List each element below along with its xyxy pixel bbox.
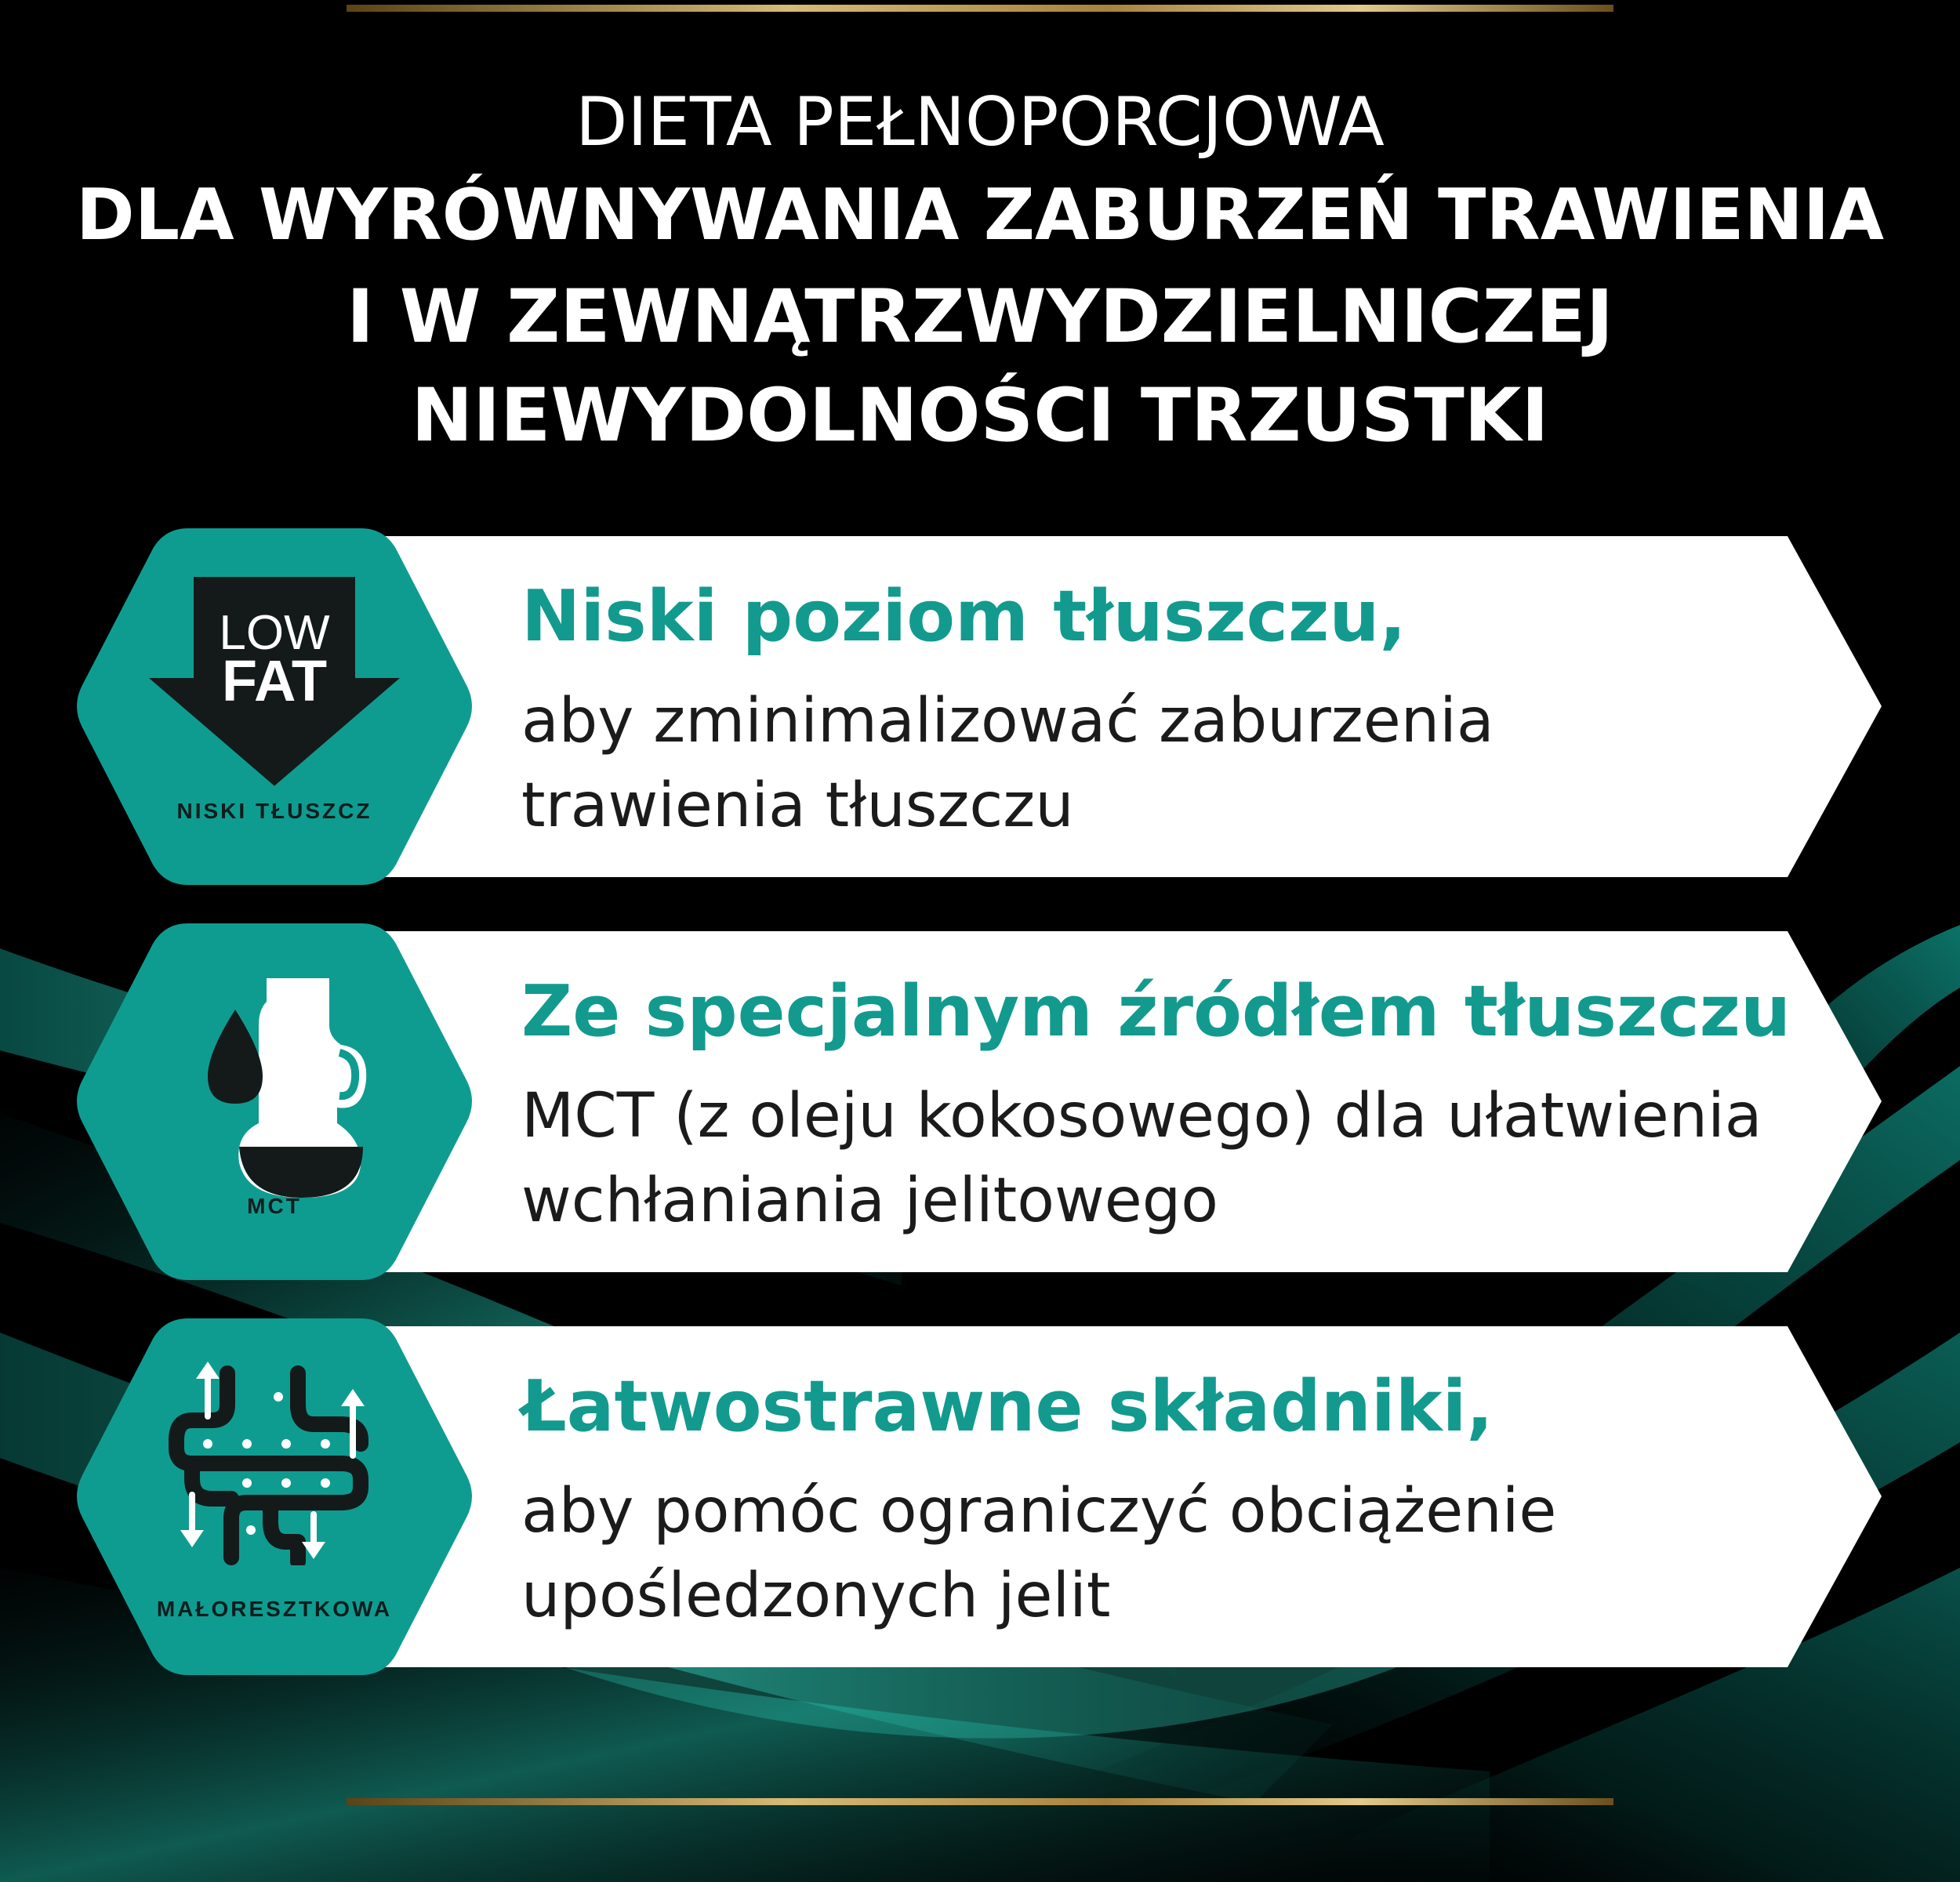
- headline-line-2: I W ZEWNĄTRZWYDZIELNICZEJ: [347, 274, 1613, 360]
- feature-easy-digest: [74, 1318, 1893, 1675]
- badge-label-low-residue: MAŁORESZTKOWA: [156, 1597, 393, 1621]
- feature-desc-line: aby zminimalizować zaburzenia: [521, 686, 1494, 756]
- gold-rule-top: [347, 5, 1613, 12]
- icon-text-fat: FAT: [221, 648, 328, 713]
- feature-low-fat: [74, 528, 1893, 885]
- feature-desc-line: wchłaniania jelitowego: [521, 1166, 1219, 1236]
- headline-line-3: NIEWYDOLNOŚCI TRZUSTKI: [411, 373, 1549, 459]
- feature-title-mct: Ze specjalnym źródłem tłuszczu: [521, 970, 1791, 1053]
- gold-rule-bottom: [347, 1798, 1613, 1805]
- headline-diet-type: DIETA PEŁNOPORCJOWA: [575, 83, 1385, 161]
- feature-desc-mct: [521, 1074, 1762, 1243]
- badge-label-low-fat: NISKI TŁUSZCZ: [176, 799, 372, 823]
- feature-desc-line: upośledzonych jelit: [521, 1561, 1111, 1631]
- low-fat-arrow-icon: [149, 577, 400, 796]
- feature-title-low-fat: Niski poziom tłuszczu,: [521, 575, 1406, 658]
- feature-desc-line: trawienia tłuszczu: [521, 771, 1074, 841]
- feature-title-easy-digest: Łatwostrawne składniki,: [521, 1365, 1494, 1448]
- feature-desc-line: MCT (z oleju kokosowego) dla ułatwienia: [521, 1081, 1762, 1151]
- headline-line-1: DLA WYRÓWNYWANIA ZABURZEŃ TRAWIENIA: [75, 174, 1885, 256]
- oil-jug-drop-icon: [192, 978, 372, 1198]
- feature-desc-line: aby pomóc ograniczyć obciążenie: [521, 1476, 1557, 1547]
- feature-mct: [74, 923, 1893, 1280]
- icon-text-low: LOW: [219, 606, 330, 660]
- feature-desc-low-fat: [521, 679, 1494, 848]
- intestine-arrows-icon: [161, 1362, 388, 1565]
- badge-label-mct: MCT: [247, 1194, 302, 1218]
- feature-desc-easy-digest: [521, 1469, 1556, 1638]
